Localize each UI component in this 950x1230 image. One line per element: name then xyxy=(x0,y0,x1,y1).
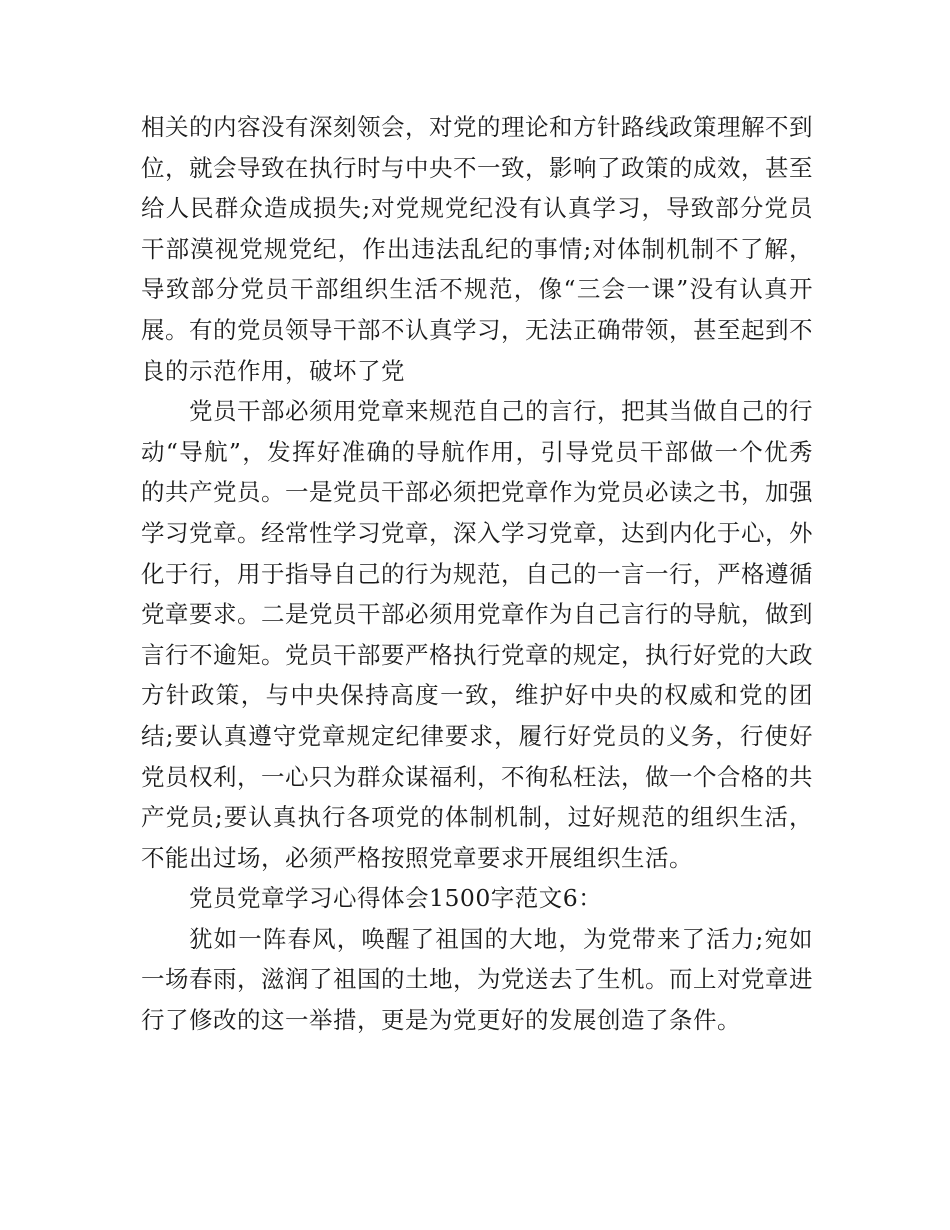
section-heading: 党员党章学习心得体会1500字范文6： xyxy=(189,884,603,913)
paragraph-party-constitution-guidance: 党员干部必须用党章来规范自己的言行，把其当做自己的行动“导航”，发挥好准确的导航作用，引导党员干部做一个优秀的共产党员。一是党员干部必须把党章作为党员必读之书，加强学习党章。经常性学习党章，深入学习党章，达到内化于心，外化于行，用于指导自己的行为规范，自己的一言一行，严格遵循党章要求。二是党员干部必须用党章作为自己言行的导航，做到言行不逾矩。党员干部要严格执行党章的规定，执行好党的大政方针政策，与中央保持高度一致，维护好中央的权威和党的团结;要认真遵守党章规定纪律要求，履行好党员的义务，行使好党员权利，一心只为群众谋福利，不徇私枉法，做一个合格的共产党员;要认真执行各项党的体制机制，过好规范的组织生活，不能出过场，必须严格按照党章要求开展组织生活。 xyxy=(141,397,813,872)
paragraph-spring-breeze: 犹如一阵春风，唤醒了祖国的大地，为党带来了活力;宛如一场春雨，滋润了祖国的土地，为党送去了生机。而上对党章进行了修改的这一举措，更是为党更好的发展创造了条件。 xyxy=(141,924,813,1035)
document-body xyxy=(141,107,813,1041)
paragraph-continuation: 相关的内容没有深刻领会，对党的理论和方针路线政策理解不到位，就会导致在执行时与中央不一致，影响了政策的成效，甚至给人民群众造成损失;对党规党纪没有认真学习，导致部分党员干部漠视党规党纪，作出违法乱纪的事情;对体制机制不了解，导致部分党员干部组织生活不规范，像“三会一课”没有认真开展。有的党员领导干部不认真学习，无法正确带领，甚至起到不良的示范作用，破坏了党 xyxy=(141,113,813,385)
